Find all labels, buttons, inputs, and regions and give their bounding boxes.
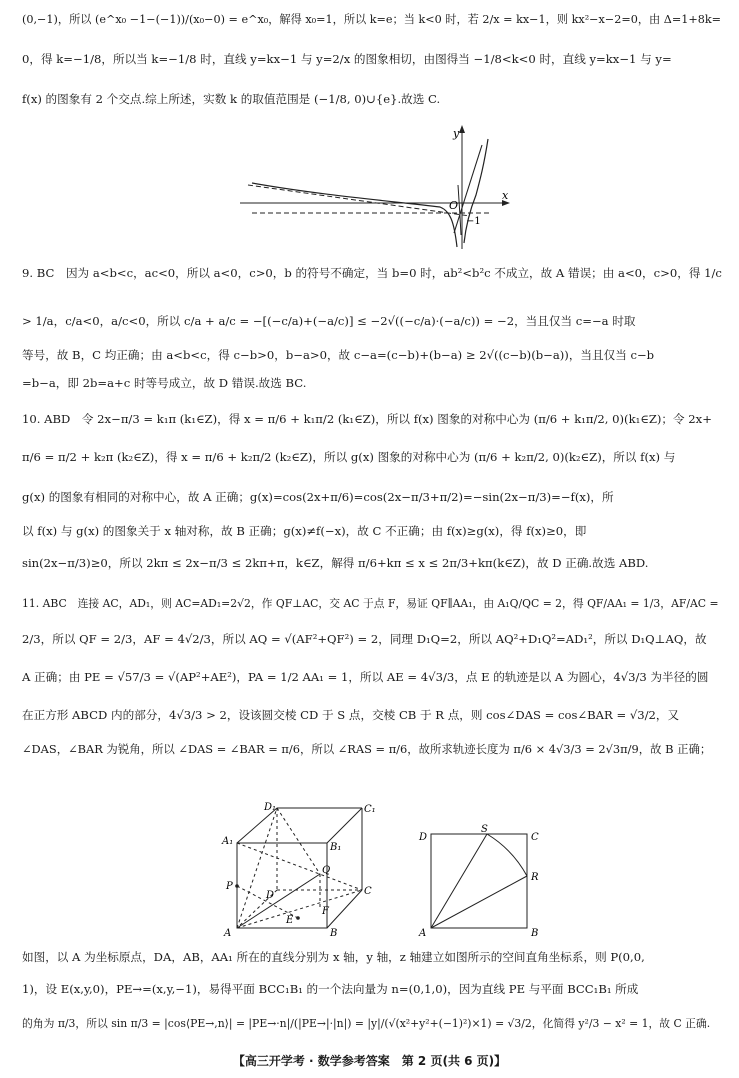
cube-label-A1: A₁ <box>222 836 234 847</box>
cube-label-Q: Q <box>322 865 331 876</box>
text-line: 以 f(x) 与 g(x) 的图象关于 x 轴对称，故 B 正确；g(x)≠f(−x)，故 C 不正确；由 f(x)≥g(x)，得 f(x)≥0，即 <box>22 524 587 538</box>
cube-label-P: P <box>226 881 233 892</box>
text-line: 的角为 π/3，所以 sin π/3 = |cos⟨PE→,n⟩| = |PE→·n|/(|PE→|·|n|) = |y|/(√(x²+y²+(−1)²)×1) = √3/2，化简得 y²/3 − x² = 1，故 C 正确. <box>22 1017 711 1030</box>
x-axis-label: x <box>502 189 509 202</box>
text-line: 在正方形 ABCD 内的部分，4√3/3 > 2，设该圆交棱 CD 于 S 点，交棱 CB 于 R 点，则 cos∠DAS = cos∠BAR = √3/2，又 <box>22 708 680 722</box>
square-label-R: R <box>531 872 539 883</box>
text-line: (0,−1)，所以 (e^x₀ −1−(−1))/(x₀−0) = e^x₀，解得 x₀=1，所以 k=e；当 k<0 时，若 2/x = kx−1，则 kx²−x−2=0，由 Δ=1+8k= <box>22 13 721 26</box>
cube-label-D: D <box>266 890 275 901</box>
text-line: 9. BC 因为 a<b<c，ac<0，所以 a<0，c>0，b 的符号不确定，当 b=0 时，ab²<b²c 不成立，故 A 错误；由 a<0，c>0，得 1/c <box>22 266 722 280</box>
text-line: 等号，故 B，C 均正确；由 a<b<c，得 c−b>0，b−a>0，故 c−a=(c−b)+(b−a) ≥ 2√((c−b)(b−a))，当且仅当 c−b <box>22 348 655 362</box>
text-line: A 正确；由 PE = √57/3 = √(AP²+AE²)，PA = 1/2 AA₁ = 1，所以 AE = 4√3/3，点 E 的轨迹是以 A 为圆心，4√3/3 为半径的圆 <box>22 670 709 684</box>
text-line: g(x) 的图象有相同的对称中心，故 A 正确；g(x)=cos(2x+π/6)=cos(2x−π/3+π/2)=−sin(2x−π/3)=−f(x)，所 <box>22 490 614 504</box>
cube-label-C1: C₁ <box>364 804 376 815</box>
text-line: 如图，以 A 为坐标原点，DA，AB，AA₁ 所在的直线分别为 x 轴，y 轴，z 轴建立如图所示的空间直角坐标系，则 P(0,0, <box>22 950 645 964</box>
cube-label-E: E <box>286 915 294 926</box>
y-axis-label: y <box>453 127 460 140</box>
text-line: > 1/a，c/a<0，a/c<0，所以 c/a + a/c = −[(−c/a)+(−a/c)] ≤ −2√((−c/a)·(−a/c)) = −2，当且仅当 c=−a 时取 <box>22 314 636 328</box>
text-line: sin(2x−π/3)≥0，所以 2kπ ≤ 2x−π/3 ≤ 2kπ+π，k∈Z，解得 π/6+kπ ≤ x ≤ 2π/3+kπ(k∈Z)，故 D 正确.故选 ABD. <box>22 556 649 570</box>
cube-label-B: B <box>330 928 338 939</box>
text-line: =b−a，即 2b=a+c 时等号成立，故 D 错误.故选 BC. <box>22 376 307 390</box>
function-graph <box>240 125 510 250</box>
cube-label-D1: D₁ <box>264 802 277 813</box>
cube-label-B1: B₁ <box>330 842 342 853</box>
square-diagram <box>415 826 545 938</box>
square-label-A: A <box>419 928 427 939</box>
cube-label-F: F <box>322 906 329 917</box>
cube-diagram <box>222 798 376 940</box>
page-footer: 【高三开学考 · 数学参考答案 第 2 页(共 6 页)】 <box>232 1054 507 1068</box>
minus-one-label: −1 <box>466 216 481 227</box>
square-label-C: C <box>531 832 539 843</box>
cube-label-A: A <box>224 928 232 939</box>
square-label-S: S <box>481 824 488 835</box>
text-line: 2/3，所以 QF = 2/3，AF = 4√2/3，所以 AQ = √(AF²+QF²) = 2，同理 D₁Q=2，所以 AQ²+D₁Q²=AD₁²，所以 D₁Q⊥AQ，故 <box>22 632 707 646</box>
text-line: 0，得 k=−1/8，所以当 k=−1/8 时，直线 y=kx−1 与 y=2/x 的图象相切，由图得当 −1/8<k<0 时，直线 y=kx−1 与 y= <box>22 52 672 66</box>
text-line: 1)，设 E(x,y,0)，PE→=(x,y,−1)，易得平面 BCC₁B₁ 的一个法向量为 n=(0,1,0)，因为直线 PE 与平面 BCC₁B₁ 所成 <box>22 982 639 996</box>
text-line: 11. ABC 连接 AC，AD₁，则 AC=AD₁=2√2，作 QF⊥AC，交 AC 于点 F，易证 QF∥AA₁，由 A₁Q/QC = 2，得 QF/AA₁ = 1/3，AF/AC = <box>22 597 719 610</box>
cube-label-C: C <box>364 886 372 897</box>
text-line: 10. ABD 令 2x−π/3 = k₁π (k₁∈Z)，得 x = π/6 + k₁π/2 (k₁∈Z)，所以 f(x) 图象的对称中心为 (π/6 + k₁π/2, 0)(k₁∈Z)；令 2x+ <box>22 412 712 426</box>
text-line: π/6 = π/2 + k₂π (k₂∈Z)，得 x = π/6 + k₂π/2 (k₂∈Z)，所以 g(x) 图象的对称中心为 (π/6 + k₂π/2, 0)(k₂∈Z)，所以 f(x) 与 <box>22 450 676 464</box>
text-line: f(x) 的图象有 2 个交点.综上所述，实数 k 的取值范围是 (−1/8, 0)∪{e}.故选 C. <box>22 92 441 106</box>
origin-label: O <box>449 199 459 212</box>
square-label-B: B <box>531 928 539 939</box>
square-label-D: D <box>419 832 428 843</box>
text-line: ∠DAS，∠BAR 为锐角，所以 ∠DAS = ∠BAR = π/6，所以 ∠RAS = π/6，故所求轨迹长度为 π/6 × 4√3/3 = 2√3π/9，故 B 正确； <box>22 742 712 756</box>
